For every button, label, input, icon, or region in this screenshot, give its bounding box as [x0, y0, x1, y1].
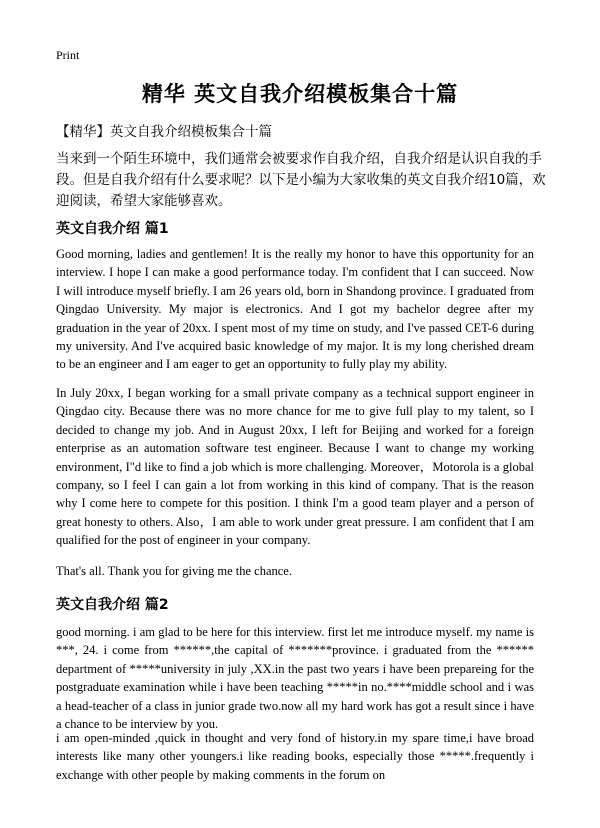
section-1-paragraph-1: Good morning, ladies and gentlemen! It is the really my honor to have this opportunity for an interview. I hope I can make a good performance today. I'm confident that I can succeed. Now I will introduce myself briefly. I am 26 years old, born in Shandong province. I graduated from Qingdao University. My major is electronics. And I got my bachelor degree after my graduation in the year of 20xx. I spent most of my time on study, and I've passed CET-6 during my university. And I've acquired basic knowledge of my major. It is my long cherished dream to be an engineer and I am eager to get an opportunity to fully play my ability.: [56, 247, 534, 372]
section-heading-2: 英文自我介绍 篇2: [56, 597, 169, 613]
section-2-paragraph-1: good morning. i am glad to be here for this interview. first let me introduce myself. my name is ***, 24. i come from ******,the capital of *******province. i graduated from the ****** department of *****university in july ,XX.in the past two years i have been prepareing for the postgraduate examination while i have been teaching *****in no.****middle school and i was a head-teacher of a class in junior grade two.now all my hard work has got a result since i have a chance to be interview by you.: [56, 625, 534, 732]
section-1-paragraph-2: In July 20xx, I began working for a small private company as a technical support engineer in Qingdao city. Because there was no more chance for me to give full play to my talent, so I decided to change my job. And in August 20xx, I left for Beijing and worked for a foreign enterprise as an automation software test engineer. Because I want to change my working environment, I"d like to find a job which is more challenging. Moreover，Motorola is a global company, so I feel I can gain a lot from working in this kind of company. That is the reason why I come here to compete for this position. I think I'm a good team player and a person of great honesty to others. Also，I am able to work under great pressure. I am confident that I am qualified for the post of engineer in your company.: [56, 386, 534, 548]
document-subtitle: 【精华】英文自我介绍模板集合十篇: [56, 124, 272, 140]
print-link[interactable]: Print: [56, 48, 80, 62]
section-1-paragraph-3: That's all. Thank you for giving me the chance.: [56, 564, 292, 578]
section-heading-1: 英文自我介绍 篇1: [56, 221, 169, 237]
section-2-paragraph-2: i am open-minded ,quick in thought and very fond of history.in my spare time,i have broad interests like many other youngers.i like reading books, especially those *****.frequently i exchange with other people by making comments in the forum on: [56, 731, 534, 782]
document-title: 精华 英文自我介绍模板集合十篇: [141, 82, 459, 106]
intro-paragraph: 当来到一个陌生环境中，我们通常会被要求作自我介绍，自我介绍是认识自我的手段。但是自我介绍有什么要求呢？以下是小编为大家收集的英文自我介绍10篇，欢迎阅读，希望大家能够喜欢。: [56, 151, 546, 209]
